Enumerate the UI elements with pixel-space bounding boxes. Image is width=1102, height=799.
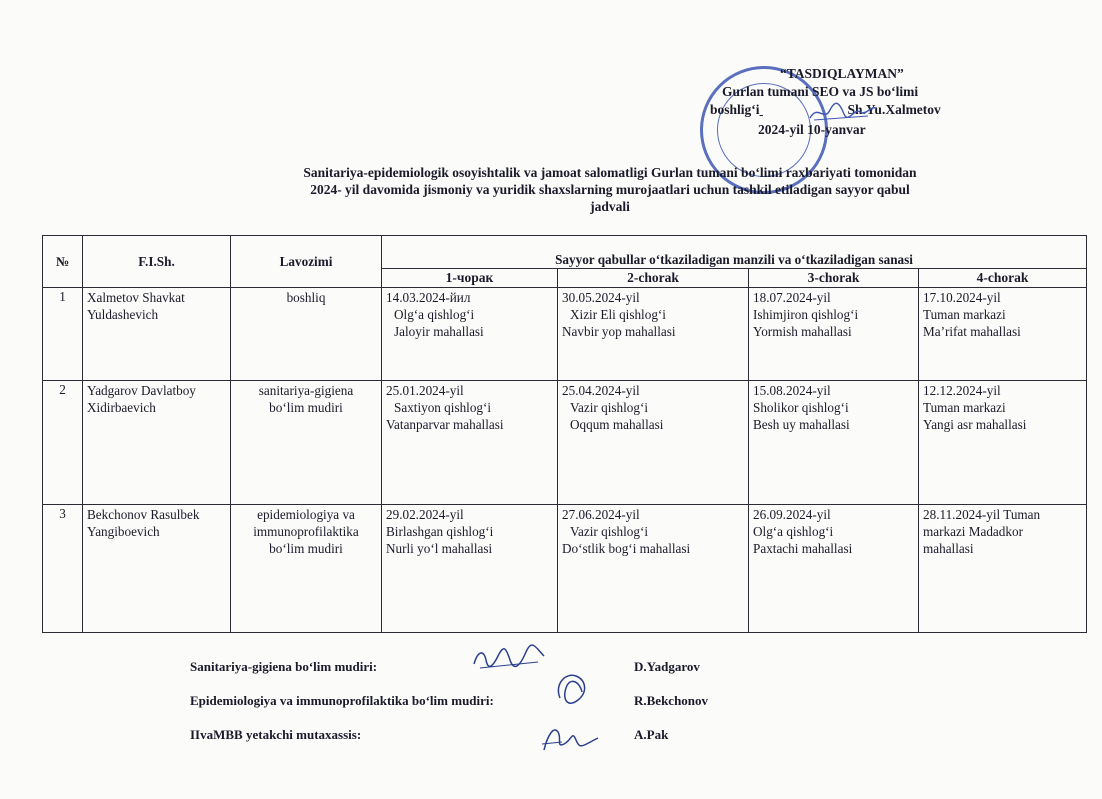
quarter-1-cell bbox=[382, 288, 558, 381]
quarter-4-cell bbox=[919, 381, 1087, 505]
header-quarter-4: 4-chorak bbox=[919, 269, 1087, 288]
document-title bbox=[230, 164, 990, 215]
visit-village: markazi Madadkor bbox=[923, 524, 1023, 539]
visit-village: Tuman markazi bbox=[923, 307, 1006, 322]
visit-neighborhood: Nurli yo‘l mahallasi bbox=[386, 541, 493, 556]
visit-neighborhood: Navbir yop mahallasi bbox=[562, 324, 676, 339]
visit-neighborhood: Paxtachi mahallasi bbox=[753, 541, 853, 556]
visit-date: 12.12.2024-yil bbox=[923, 383, 1001, 398]
header-quarter-2: 2-chorak bbox=[558, 269, 749, 288]
quarter-4-cell bbox=[919, 288, 1087, 381]
position-line: boshliq bbox=[286, 290, 326, 305]
position-cell bbox=[231, 288, 382, 381]
table-row bbox=[43, 505, 1087, 633]
position-line: epidemiologiya va bbox=[257, 507, 355, 522]
signatory-position: Sanitariya-gigiena bo‘lim mudiri: bbox=[190, 659, 378, 674]
title-line-3: jadvali bbox=[590, 199, 630, 214]
employee-name-line: Bekchonov Rasulbek bbox=[87, 507, 200, 522]
header-fio: F.I.Sh. bbox=[83, 236, 231, 288]
employee-name-line: Yangiboevich bbox=[87, 524, 160, 539]
row-number: 3 bbox=[43, 505, 83, 633]
quarter-3-cell bbox=[749, 381, 919, 505]
signatory-name: A.Pak bbox=[634, 727, 669, 742]
visit-village: Saxtiyon qishlog‘i bbox=[394, 400, 492, 415]
quarter-2-cell bbox=[558, 288, 749, 381]
header-reception-info: Sayyor qabullar o‘tkaziladigan manzili va o‘tkaziladigan sanasi bbox=[382, 236, 1087, 269]
approval-date: 2024-yil 10-yanvar bbox=[758, 122, 866, 137]
visit-village: Ishimjiron qishlog‘i bbox=[753, 307, 859, 322]
quarter-1-cell bbox=[382, 505, 558, 633]
position-cell bbox=[231, 505, 382, 633]
visit-date: 25.01.2024-yil bbox=[386, 383, 464, 398]
quarter-4-cell bbox=[919, 505, 1087, 633]
approval-department: Gurlan tumani SEO va JS bo‘limi bbox=[722, 84, 919, 99]
employee-name-cell bbox=[83, 381, 231, 505]
title-line-1: Sanitariya-epidemiologik osoyishtalik va jamoat salomatligi Gurlan tumani bo‘limi raxbariyati tomonidan bbox=[303, 165, 917, 180]
approval-head-name: Sh.Yu.Xalmetov bbox=[847, 102, 941, 117]
employee-name-line: Xalmetov Shavkat bbox=[87, 290, 185, 305]
row-number: 2 bbox=[43, 381, 83, 505]
approval-block bbox=[700, 66, 1000, 146]
header-position: Lavozimi bbox=[231, 236, 382, 288]
visit-neighborhood: Oqqum mahallasi bbox=[570, 417, 664, 432]
visit-neighborhood: Vatanparvar mahallasi bbox=[386, 417, 504, 432]
position-line: bo‘lim mudiri bbox=[269, 541, 343, 556]
visit-date: 28.11.2024-yil Tuman bbox=[923, 507, 1041, 522]
visit-neighborhood: mahallasi bbox=[923, 541, 974, 556]
header-quarter-3: 3-chorak bbox=[749, 269, 919, 288]
visit-date: 25.04.2024-yil bbox=[562, 383, 640, 398]
signatory-name: R.Bekchonov bbox=[634, 693, 709, 708]
visit-date: 17.10.2024-yil bbox=[923, 290, 1001, 305]
quarter-2-cell bbox=[558, 381, 749, 505]
position-line: immunoprofilaktika bbox=[253, 524, 359, 539]
visit-date: 30.05.2024-yil bbox=[562, 290, 640, 305]
visit-village: Tuman markazi bbox=[923, 400, 1006, 415]
employee-name-line: Xidirbaevich bbox=[87, 400, 156, 415]
visit-date: 26.09.2024-yil bbox=[753, 507, 831, 522]
quarter-1-cell bbox=[382, 381, 558, 505]
title-line-2: 2024- yil davomida jismoniy va yuridik shaxslarning murojaatlari uchun tashkil etiladigan sayyor qabul bbox=[310, 182, 910, 197]
approval-signature-icon bbox=[808, 100, 878, 124]
visit-date: 15.08.2024-yil bbox=[753, 383, 831, 398]
approval-heading: “TASDIQLAYMAN” bbox=[780, 66, 904, 81]
header-quarter-1: 1-чорак bbox=[382, 269, 558, 288]
header-num: № bbox=[43, 236, 83, 288]
signatory-position: IIvaMBB yetakchi mutaxassis: bbox=[190, 727, 362, 742]
position-line: sanitariya-gigiena bbox=[258, 383, 354, 398]
position-cell bbox=[231, 381, 382, 505]
signatory-position: Epidemiologiya va immunoprofilaktika bo‘lim mudiri: bbox=[190, 693, 494, 708]
employee-name-line: Yuldashevich bbox=[87, 307, 159, 322]
visit-neighborhood: Jaloyir mahallasi bbox=[394, 324, 484, 339]
table-row bbox=[43, 288, 1087, 381]
quarter-3-cell bbox=[749, 505, 919, 633]
visit-village: Birlashgan qishlog‘i bbox=[386, 524, 494, 539]
quarter-2-cell bbox=[558, 505, 749, 633]
employee-name-line: Yadgarov Davlatboy bbox=[87, 383, 196, 398]
table-row bbox=[43, 381, 1087, 505]
visit-neighborhood: Yangi asr mahallasi bbox=[923, 417, 1027, 432]
signature-icon bbox=[538, 722, 602, 756]
visit-village: Vazir qishlog‘i bbox=[570, 524, 649, 539]
visit-date: 27.06.2024-yil bbox=[562, 507, 640, 522]
visit-village: Vazir qishlog‘i bbox=[570, 400, 649, 415]
signature-icon bbox=[470, 644, 548, 674]
employee-name-cell bbox=[83, 505, 231, 633]
visit-village: Olg‘a qishlog‘i bbox=[394, 307, 475, 322]
visit-neighborhood: Besh uy mahallasi bbox=[753, 417, 850, 432]
visit-neighborhood: Yormish mahallasi bbox=[753, 324, 852, 339]
visit-neighborhood: Do‘stlik bog‘i mahallasi bbox=[562, 541, 691, 556]
visit-village: Sholikor qishlog‘i bbox=[753, 400, 849, 415]
visit-date: 18.07.2024-yil bbox=[753, 290, 831, 305]
visit-neighborhood: Ma’rifat mahallasi bbox=[923, 324, 1021, 339]
row-number: 1 bbox=[43, 288, 83, 381]
visit-village: Xizir Eli qishlog‘i bbox=[570, 307, 666, 322]
visit-date: 29.02.2024-yil bbox=[386, 507, 464, 522]
approval-head-title: boshlig‘i bbox=[710, 102, 760, 117]
employee-name-cell bbox=[83, 288, 231, 381]
visit-date: 14.03.2024-йил bbox=[386, 290, 471, 305]
signature-icon bbox=[552, 670, 592, 706]
signatory-name: D.Yadgarov bbox=[634, 659, 700, 674]
schedule-table bbox=[42, 235, 1087, 633]
quarter-3-cell bbox=[749, 288, 919, 381]
visit-village: Olg‘a qishlog‘i bbox=[753, 524, 834, 539]
position-line: bo‘lim mudiri bbox=[269, 400, 343, 415]
